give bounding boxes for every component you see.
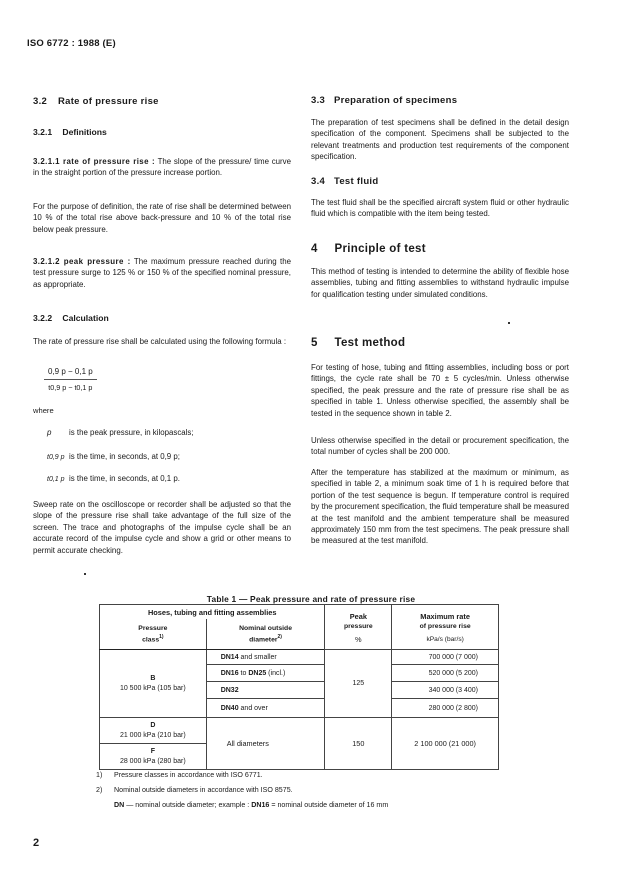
table-row — [100, 650, 499, 665]
section-title: Definitions — [62, 127, 107, 137]
header-text: pressure — [343, 622, 373, 630]
definition-item — [47, 428, 194, 437]
section-3-4-heading — [311, 176, 378, 187]
header-text: Peak — [349, 611, 367, 621]
diameter-cell: All diameters — [206, 718, 325, 770]
symbol-text: is the time, in seconds, at 0,1 p. — [69, 474, 180, 483]
table-1-caption: Table 1 — Peak pressure and rate of pressure rise — [206, 594, 416, 604]
section-3-3-text: The preparation of test specimens shall be defined in the detail design specification of the component. Specimens shall be subjected to the relevant treatments and production test requirements of the component specification. — [311, 118, 569, 162]
dn-code: DN16 — [220, 669, 239, 677]
header-unit: kPa/s (bar/s) — [426, 635, 464, 643]
definition-peak-pressure — [33, 256, 291, 290]
section-4-text: This method of testing is intended to determine the ability of flexible hose assemblies, tubing and fitting assemblies to withstand hydraulic impulse for qualification testing under simulated conditions. — [311, 267, 569, 299]
symbol-definitions — [47, 428, 297, 498]
section-number: 5 — [311, 337, 318, 349]
purpose-paragraph: For the purpose of definition, the rate of rise shall be determined between 10 % of the total rise above back-pressure and 10 % of the total rise below peak pressure. — [33, 202, 291, 234]
section-title: Preparation of specimens — [333, 95, 458, 106]
formula-numerator: 0,9 p − 0,1 p — [44, 367, 97, 380]
diameter-cell — [206, 682, 325, 699]
pressure-class-d — [100, 718, 207, 744]
section-number: 3.2.1 — [33, 127, 53, 137]
table-row — [100, 718, 499, 744]
pressure-class-f — [100, 744, 207, 770]
dn-code: DN32 — [220, 686, 239, 694]
dn-abbrev: DN — [114, 801, 125, 809]
section-5-paragraph-3: After the temperature has stabilized at the maximum or minimum, as specified in table 2, a minimum soak time of 1 h is required before that portion of the test sequence is begun. If temperature control is required by the procurement specification, the fluid temperature shall be measured at the test manifold and the ambient temperature shall be measured approximately 150 mm from the test specimens. The peak pressure shall be measured at the test manifold. — [311, 468, 569, 546]
formula-denominator: t0,9 p − t0,1 p — [48, 383, 93, 392]
rate-cell: 2 100 000 (21 000) — [392, 718, 499, 770]
table-1 — [99, 604, 499, 770]
diameter-cell — [206, 650, 325, 665]
dn-desc: (incl.) — [266, 669, 286, 677]
definition-item — [47, 452, 180, 461]
peak-pressure-cell: 150 — [325, 718, 392, 770]
header-max-rate — [392, 605, 499, 650]
header-assemblies: Hoses, tubing and fitting assemblies — [100, 605, 325, 619]
footnote-1 — [96, 771, 263, 779]
section-number: 4 — [311, 243, 318, 255]
footnote-number: 2) — [96, 786, 103, 794]
symbol-text: is the time, in seconds, at 0,9 p; — [69, 452, 180, 461]
footnote-ref: 2) — [277, 633, 282, 640]
footnote-text: Pressure classes in accordance with ISO 6771. — [114, 771, 263, 779]
section-5-paragraph-1: For testing of hose, tubing and fitting assemblies, including boss or port fittings, the cycle rate shall be 70 ± 5 cycles/min. Unless otherwise specified, the peak pressure and the rate of pressure rise shall be as specified in table 1. Unless otherwise specified, the assembly shall be tested in the sequence shown in table 2. — [311, 363, 569, 418]
definition-text: The slope of the pressure/ time curve in the straight portion of the pressure increase portion. — [33, 157, 291, 178]
definition-rate-of-pressure-rise — [33, 156, 291, 179]
footnote-2 — [96, 786, 293, 794]
header-text: diameter — [249, 635, 278, 643]
page-number: 2 — [33, 837, 40, 849]
peak-pressure-cell: 125 — [325, 650, 392, 718]
calculation-paragraph: The rate of pressure rise shall be calculated using the following formula : — [33, 337, 287, 346]
diameter-cell — [206, 665, 325, 682]
section-4-heading — [311, 243, 426, 255]
definition-text: The maximum pressure reached during the test pressure surge to 125 % or 150 % of the specified nominal pressure, as appropriate. — [33, 257, 292, 289]
section-3-4-text: The test fluid shall be the specified aircraft system fluid or other hydraulic fluid which is compatible with the item being tested. — [311, 198, 569, 219]
section-title: Rate of pressure rise — [57, 96, 159, 107]
rate-cell: 340 000 (3 400) — [392, 682, 499, 699]
class-value: 21 000 kPa (210 bar) — [119, 731, 186, 739]
sweep-rate-paragraph: Sweep rate on the oscilloscope or recorder shall be adjusted so that the slope of the pressure rise shall take advantage of the full size of the screen. The trace and photographs of the impulse cycle shall be an accurate record of the impulse cycle and show a grid or other means to permit accurate checking. — [33, 500, 291, 555]
symbol-text: is the peak pressure, in kilopascals; — [69, 428, 194, 437]
header-unit: % — [355, 634, 362, 644]
dn-desc: and over — [238, 704, 268, 712]
header-text: of pressure rise — [419, 622, 471, 630]
class-letter: D — [150, 721, 156, 729]
class-value: 10 500 kPa (105 bar) — [119, 684, 186, 692]
header-text: Nominal outside — [239, 624, 292, 632]
term: 3.2.1.1 rate of pressure rise : — [33, 157, 156, 166]
table-header-row — [100, 605, 499, 619]
dn-desc: to — [238, 669, 249, 677]
dn-code: DN25 — [248, 669, 267, 677]
section-3-3-heading — [311, 95, 457, 106]
footnote-ref: 1) — [159, 633, 164, 640]
section-number: 3.3 — [311, 95, 326, 106]
section-number: 3.2 — [33, 96, 48, 107]
symbol: t0,1 p — [47, 476, 65, 483]
section-5-paragraph-2: Unless otherwise specified in the detail or procurement specification, the total number of cycles shall be 200 000. — [311, 436, 569, 457]
section-number: 3.2.2 — [33, 313, 53, 323]
section-title: Test fluid — [333, 176, 379, 187]
rate-formula — [44, 367, 97, 392]
section-title: Test method — [334, 337, 406, 349]
definition-item — [47, 474, 180, 483]
section-number: 3.4 — [311, 176, 326, 187]
dn-code: DN14 — [220, 653, 239, 661]
rate-cell: 520 000 (5 200) — [392, 665, 499, 682]
symbol: p — [47, 428, 52, 437]
section-3-2-2-heading — [33, 313, 109, 323]
where-label: where — [33, 406, 54, 415]
section-3-2-heading — [33, 96, 159, 107]
section-title: Calculation — [62, 313, 109, 323]
dn-example: DN16 — [251, 801, 270, 809]
header-text: Pressure — [138, 624, 168, 632]
scan-speck — [508, 322, 510, 324]
header-pressure-class — [100, 619, 207, 650]
footnote-number: 1) — [96, 771, 103, 779]
section-3-2-1-heading — [33, 127, 107, 137]
footnote-text: Nominal outside diameters in accordance with ISO 8575. — [114, 786, 293, 794]
section-title: Principle of test — [334, 243, 426, 255]
header-peak-pressure — [325, 605, 392, 650]
dn-desc: and smaller — [238, 653, 277, 661]
scan-speck — [84, 573, 86, 575]
pressure-class-b — [100, 650, 207, 718]
class-value: 28 000 kPa (280 bar) — [119, 757, 186, 765]
document-id-header: ISO 6772 : 1988 (E) — [27, 38, 116, 49]
diameter-cell — [206, 699, 325, 718]
symbol: t0,9 p — [47, 454, 65, 461]
note-text: = nominal outside diameter of 16 mm — [269, 801, 389, 809]
dn-code: DN40 — [220, 704, 239, 712]
class-letter: F — [150, 747, 155, 755]
header-text: class — [142, 635, 160, 643]
section-5-heading — [311, 337, 405, 349]
rate-cell: 280 000 (2 800) — [392, 699, 499, 718]
term: 3.2.1.2 peak pressure : — [33, 257, 131, 266]
header-nominal-diameter — [206, 619, 325, 650]
dn-note — [114, 801, 388, 809]
rate-cell: 700 000 (7 000) — [392, 650, 499, 665]
header-text: Maximum rate — [420, 611, 470, 621]
note-text: — nominal outside diameter; example : — [124, 801, 252, 809]
class-letter: B — [150, 674, 156, 682]
